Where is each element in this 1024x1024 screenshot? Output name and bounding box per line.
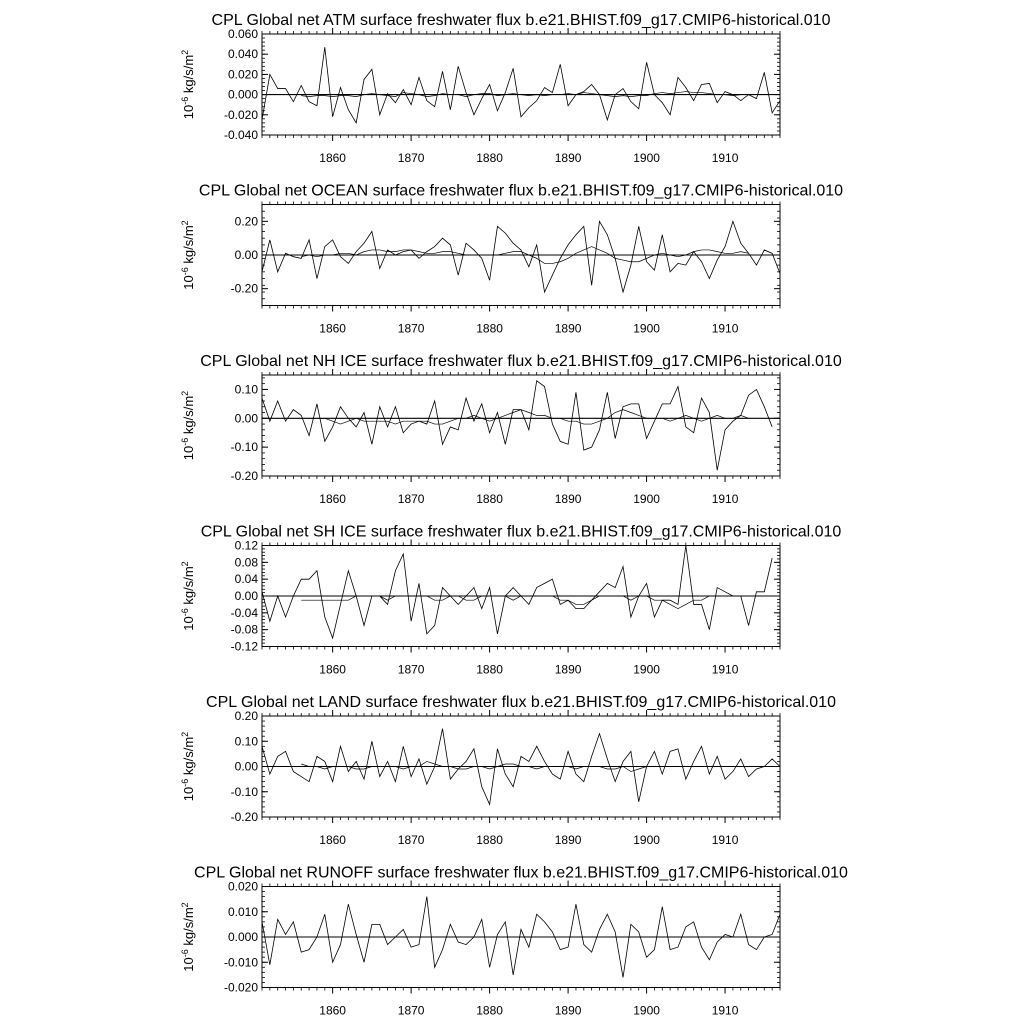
x-tick-label: 1860 [319, 492, 346, 506]
y-tick-label: 0.040 [227, 47, 258, 62]
x-tick-label: 1880 [476, 151, 503, 165]
panel-title: CPL Global net ATM surface freshwater flux b.e21.BHIST.f09_g17.CMIP6-historical.010 [211, 12, 831, 29]
y-tick-label: -0.20 [230, 469, 258, 483]
series-line-1 [301, 410, 748, 424]
x-tick-label: 1900 [633, 321, 660, 336]
y-tick-label: 0.04 [234, 572, 258, 587]
y-tick-label: 0.000 [227, 87, 258, 102]
panel-3 [180, 524, 841, 677]
x-tick-label: 1890 [554, 662, 582, 677]
y-tick-label: 0.00 [234, 411, 258, 426]
x-tick-label: 1880 [476, 662, 503, 677]
x-tick-label: 1910 [711, 662, 739, 677]
y-tick-label: -0.04 [230, 605, 258, 620]
x-tick-label: 1870 [397, 151, 425, 165]
x-tick-label: 1870 [397, 833, 425, 847]
x-tick-label: 1870 [397, 1003, 425, 1018]
x-tick-label: 1880 [476, 492, 503, 506]
x-tick-label: 1890 [554, 492, 582, 506]
y-axis-label: $10^{-6}$ $kg/s/m^2$ [180, 390, 196, 461]
panel-1 [180, 183, 843, 336]
x-tick-label: 1910 [711, 321, 739, 336]
y-tick-label: 0.08 [234, 555, 258, 570]
plot-frame [262, 375, 780, 476]
x-tick-label: 1880 [476, 833, 503, 847]
x-tick-label: 1860 [319, 662, 346, 677]
series-line-1 [301, 596, 748, 609]
x-tick-label: 1900 [633, 1003, 660, 1018]
y-tick-label: -0.12 [230, 639, 258, 654]
y-tick-label: 0.020 [227, 67, 258, 82]
x-tick-label: 1860 [319, 151, 346, 165]
y-tick-label: 0.20 [234, 709, 258, 723]
y-tick-label: -0.20 [230, 281, 258, 296]
x-tick-label: 1910 [711, 1003, 739, 1018]
x-tick-label: 1890 [554, 1003, 582, 1018]
y-tick-label: -0.10 [230, 440, 258, 455]
panel-title: CPL Global net NH ICE surface freshwater flux b.e21.BHIST.f09_g17.CMIP6-historical.010 [200, 353, 842, 370]
x-tick-label: 1880 [476, 321, 503, 336]
y-tick-label: 0.00 [234, 248, 258, 262]
y-tick-label: -0.10 [230, 784, 258, 799]
x-tick-label: 1890 [554, 321, 582, 336]
y-tick-label: 0.020 [227, 879, 258, 894]
y-tick-label: 0.12 [234, 538, 258, 553]
y-axis-label: $10^{-6}$ $kg/s/m^2$ [180, 902, 196, 972]
series-line-0 [262, 47, 780, 123]
x-tick-label: 1890 [554, 833, 582, 847]
panel-title: CPL Global net OCEAN surface freshwater flux b.e21.BHIST.f09_g17.CMIP6-historical.010 [198, 182, 844, 200]
x-tick-label: 1910 [711, 151, 739, 165]
x-tick-label: 1890 [554, 151, 582, 165]
x-tick-label: 1910 [711, 492, 739, 506]
series-line-0 [262, 546, 772, 639]
y-tick-label: 0.060 [227, 27, 258, 41]
y-tick-label: 0.000 [227, 930, 258, 944]
y-tick-label: 0.00 [234, 589, 258, 603]
y-axis-label: $10^{-6}$ $kg/s/m^2$ [180, 220, 196, 290]
y-tick-label: 0.20 [234, 214, 258, 229]
x-tick-label: 1880 [476, 1003, 503, 1018]
x-tick-label: 1860 [319, 1003, 346, 1018]
y-tick-label: 0.00 [234, 759, 258, 774]
y-tick-label: -0.040 [223, 128, 258, 142]
y-axis-label: $10^{-6}$ $kg/s/m^2$ [180, 731, 196, 802]
y-tick-label: 0.10 [234, 734, 258, 749]
x-tick-label: 1860 [319, 321, 346, 336]
x-tick-label: 1870 [397, 662, 425, 677]
panel-5 [180, 865, 848, 1018]
series-line-0 [262, 221, 780, 292]
x-tick-label: 1870 [397, 492, 425, 506]
panel-2 [180, 353, 842, 506]
x-tick-label: 1900 [633, 662, 660, 677]
x-tick-label: 1900 [633, 492, 660, 506]
x-tick-label: 1900 [633, 833, 660, 847]
panel-0 [180, 12, 831, 165]
y-tick-label: -0.20 [230, 810, 258, 824]
y-tick-label: -0.08 [230, 622, 258, 637]
y-axis-label: $10^{-6}$ $kg/s/m^2$ [180, 49, 196, 120]
x-tick-label: 1870 [397, 321, 425, 336]
panel-title: CPL Global net SH ICE surface freshwater flux b.e21.BHIST.f09_g17.CMIP6-historical.010 [200, 523, 842, 541]
y-axis-label: $10^{-6}$ $kg/s/m^2$ [180, 561, 196, 631]
y-tick-label: -0.010 [223, 955, 258, 970]
x-tick-label: 1900 [633, 151, 660, 165]
x-tick-label: 1860 [319, 833, 346, 847]
y-tick-label: 0.010 [227, 904, 258, 919]
panel-title: CPL Global net LAND surface freshwater flux b.e21.BHIST.f09_g17.CMIP6-historical.010 [206, 694, 836, 711]
y-tick-label: -0.020 [223, 107, 258, 122]
y-tick-label: 0.10 [234, 382, 258, 397]
x-tick-label: 1910 [711, 833, 739, 847]
y-tick-label: -0.020 [223, 980, 258, 995]
panel-title: CPL Global net RUNOFF surface freshwater flux b.e21.BHIST.f09_g17.CMIP6-historical.010 [194, 864, 848, 882]
series-line-0 [262, 381, 772, 470]
panel-4 [180, 694, 836, 847]
